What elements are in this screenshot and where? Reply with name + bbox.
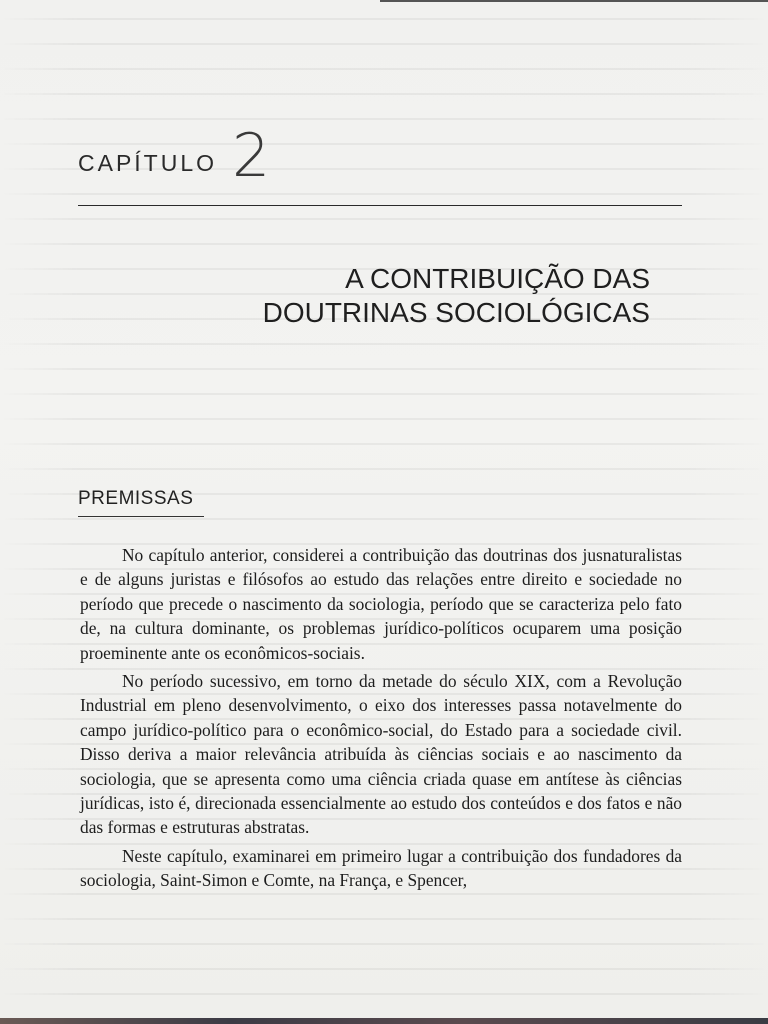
- section-heading: PREMISSAS: [78, 488, 194, 509]
- chapter-rule: [78, 205, 682, 206]
- chapter-title-line2: DOUTRINAS SOCIOLÓGICAS: [262, 297, 650, 328]
- chapter-label: CAPÍTULO: [78, 150, 218, 176]
- page-top-edge: [380, 0, 768, 2]
- chapter-title-line1: A CONTRIBUIÇÃO DAS: [345, 263, 650, 294]
- chapter-number: 2: [232, 121, 271, 191]
- page-bottom-edge: [0, 1018, 768, 1024]
- body-text: [80, 543, 682, 893]
- paragraph-3: Neste capítulo, examinarei em primeiro lugar a contribuição dos fundadores da sociologia, Saint-Simon e Comte, na França, e Spencer,: [80, 845, 682, 891]
- chapter-title: [263, 262, 650, 330]
- paragraph-1: No capítulo anterior, considerei a contribuição das doutrinas dos jusnaturalistas e de alguns juristas e filósofos ao estudo das relações entre direito e sociedade no período que precede o nascimento da sociologia, período que se caracteriza pelo fato de, na cultura dominante, os problemas jurídico-políticos ocuparem uma posição proeminente ante os econômicos-sociais.: [80, 545, 682, 663]
- section-rule: [78, 516, 204, 517]
- paragraph-2: No período sucessivo, em torno da metade do século XIX, com a Revolução Industrial em pleno desenvolvimento, o eixo dos interesses passa notavelmente do campo jurídico-político para o econômico-social, do Estado para a sociedade civil. Disso deriva a maior relevância atribuída às ciências sociais e ao nascimento da sociologia, que se apresenta como uma ciência criada quase em antítese às ciências jurídicas, isto é, direcionada essencialmente ao estudo dos conteúdos e dos fatos e não das formas e estruturas abstratas.: [80, 671, 682, 838]
